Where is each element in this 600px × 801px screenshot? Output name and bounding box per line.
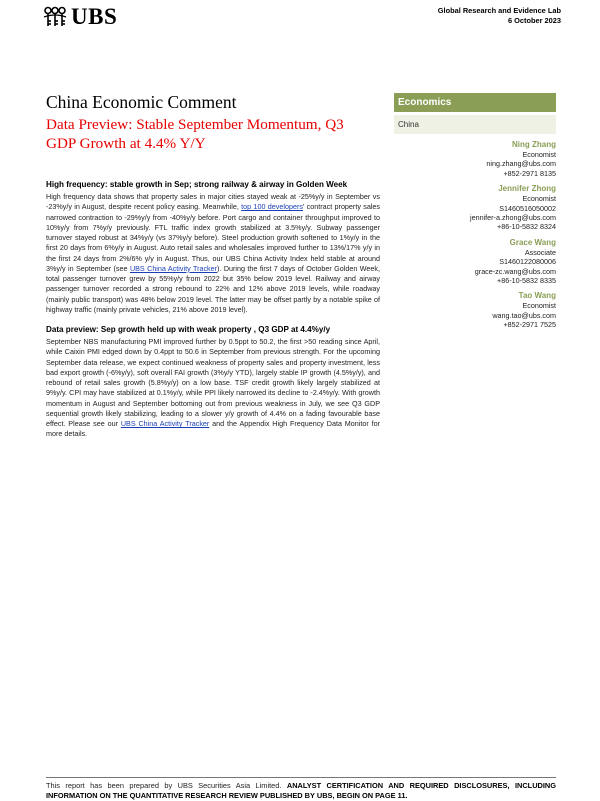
section-paragraph bbox=[46, 192, 380, 315]
activity-tracker-link[interactable]: UBS China Activity Tracker bbox=[129, 263, 218, 273]
author-email[interactable]: jennifer-a.zhong@ubs.com bbox=[469, 213, 556, 223]
footer-divider bbox=[46, 777, 556, 778]
author-role: Associate bbox=[524, 247, 556, 257]
author-license: S1460516050002 bbox=[499, 203, 556, 213]
para-text: ' contract property sales narrowed contraction to -29%y/y from -40%y/y before. Port cargo and container throughput improved to 10%y/y from 7%y/y previously. FTL traffic index growth stabilized at 3.5%y/y. Subway passenger turnover stayed robust at 34%y/y (vs 37%y/y before). Steel production growth softened to 1%y/y in the first 20 days from 6%y/y in August. Auto retail sales and wholesales improved further to 13%/17% y/y in the first 24 days from 2%/6% y/y in August. Thus, our UBS China Activity Index held stable at around 3%y/y in September (see bbox=[46, 202, 381, 273]
author-name: Tao Wang bbox=[518, 291, 556, 301]
author-email[interactable]: grace-zc.wang@ubs.com bbox=[474, 266, 556, 276]
author bbox=[394, 291, 556, 329]
header-lab-info bbox=[438, 6, 561, 25]
author-role: Economist bbox=[522, 301, 556, 311]
author-phone: +852-2971 8135 bbox=[503, 168, 556, 178]
section-heading: Data preview: Sep growth held up with weak property , Q3 GDP at 4.4%y/y bbox=[46, 325, 331, 334]
para-text: ). During the first 7 days of October Golden Week, total passenger turnover grew by 55%y/y from 2022 but 35% below 2019 level. Railway and airway passenger turnover recorded a strong rebound to 22% and 12% above 2019 levels, while roadway (mainly public transport) was 48% below 2019 level. The latter may be offset partly by a notable spike of highway traffic (mainly private vehicles, 21% above 2019 level). bbox=[46, 263, 380, 314]
section-high-frequency bbox=[46, 180, 380, 315]
brand-name: UBS bbox=[71, 4, 118, 29]
author bbox=[394, 140, 556, 178]
para-text: High frequency data shows that property sales in major cities stayed weak at -25%y/y in September vs -23%y/y in August, despite recent policy easing. Meanwhile, bbox=[46, 192, 380, 212]
section-label: Economics bbox=[394, 93, 556, 112]
activity-tracker-link[interactable]: UBS China Activity Tracker bbox=[120, 419, 210, 428]
author-role: Economist bbox=[522, 150, 556, 159]
author-list bbox=[394, 140, 556, 336]
author bbox=[394, 238, 556, 286]
author-email[interactable]: ning.zhang@ubs.com bbox=[486, 159, 556, 169]
para-text: September NBS manufacturing PMI improved further by 0.5ppt to 50.2, the first >50 reading since April, while Caixin PMI edged down by 0.4ppt to 50.6 in September from previous strength. For the upcoming September data release, we expect continued weakness of property sales and property investment, less bad export growth (-6%y/y), soft overall FAI growth (3%y/y YTD), largely stable IP growth (4.5%y/y), and rebound of retail sales growth (5.8%y/y) on a low base. TSF credit growth likely largely stabilized at 9%y/y. CPI may have stabilized at 0.1%y/y, while PPI likely narrowed its decline to -2.4%y/y. With growth momentum in August and September bottoming out from previous weakness in July, we see Q3 GDP sequential growth likely stabilizing, leading to a slower y/y growth of 4.4% on a fading favourable base effect. Please see our bbox=[46, 337, 380, 428]
report-subtitle: Data Preview: Stable September Momentum, Q3 GDP Growth at 4.4% Y/Y bbox=[46, 116, 344, 152]
ubs-keys-icon bbox=[42, 6, 68, 28]
report-body bbox=[46, 180, 380, 440]
author-phone: +86-10-5832 8324 bbox=[497, 222, 556, 232]
section-heading: High frequency: stable growth in Sep; strong railway & airway in Golden Week bbox=[46, 180, 348, 189]
region-label: China bbox=[394, 115, 556, 134]
author-role: Economist bbox=[522, 194, 556, 204]
author bbox=[394, 184, 556, 232]
footer-disclaimer bbox=[46, 781, 556, 801]
footer-text: This report has been prepared by UBS Securities Asia Limited. bbox=[46, 781, 287, 790]
report-date: 6 October 2023 bbox=[508, 15, 561, 25]
para-text: and the Appendix High Frequency Data Monitor for more details. bbox=[46, 419, 381, 439]
author-name: Grace Wang bbox=[509, 237, 556, 247]
top-100-developers-link[interactable]: top 100 developers bbox=[241, 202, 303, 212]
section-data-preview bbox=[46, 325, 380, 440]
author-name: Jennifer Zhong bbox=[498, 184, 556, 194]
author-email[interactable]: wang.tao@ubs.com bbox=[492, 310, 556, 320]
author-name: Ning Zhang bbox=[512, 140, 556, 149]
section-paragraph bbox=[46, 337, 380, 440]
author-license: S1460122080006 bbox=[499, 257, 556, 267]
ubs-logo bbox=[42, 4, 117, 30]
lab-name: Global Research and Evidence Lab bbox=[437, 6, 561, 15]
author-phone: +86-10-5832 8335 bbox=[497, 276, 556, 286]
author-phone: +852-2971 7525 bbox=[503, 320, 556, 330]
footer-disclosure: ANALYST CERTIFICATION AND REQUIRED DISCLOSURES, INCLUDING INFORMATION ON THE QUANTITATIVE RESEARCH REVIEW PUBLISHED BY UBS, BEGIN ON PAGE 11. bbox=[46, 781, 557, 800]
report-title: China Economic Comment bbox=[46, 92, 237, 112]
